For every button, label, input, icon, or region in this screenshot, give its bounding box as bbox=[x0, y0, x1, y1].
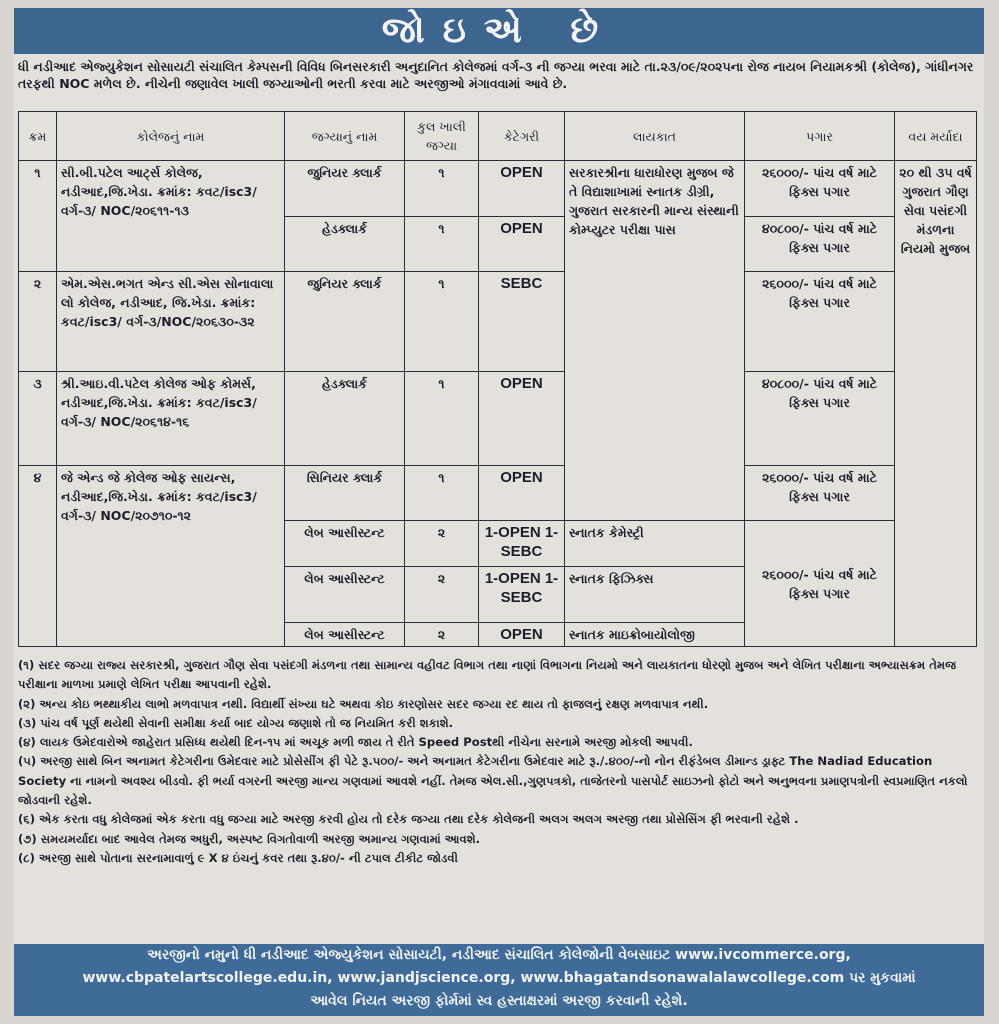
footer-line: www.cbpatelartscollege.edu.in, www.jandjscience.org, www.bhagatandsonawalalawcollege.com પર મુકવામાં bbox=[82, 970, 916, 986]
cell-category: OPEN bbox=[479, 372, 565, 466]
cell-category: SEBC bbox=[479, 272, 565, 372]
note-item: (૧) સદર જગ્યા રાજ્ય સરકારશ્રી, ગુજરાત ગૌણ સેવા પસંદગી મંડળના તથા સામાન્ય વહીવટ વિભાગ તથા નાણાં વિભાગના નિયમો અને લાયકાતના ધોરણો મુજબ અને લેખિત પરીક્ષાના અભ્યાસક્રમ તેમજ પરીક્ષાના માળખા પ્રમાણે લેખિત પરીક્ષા આપવાની રહેશે. bbox=[18, 658, 957, 692]
cell-post: જુનિયર ક્લાર્ક bbox=[285, 272, 405, 372]
cell-count: ૨ bbox=[405, 521, 479, 567]
cell-pay: ૪૦૮૦૦/- પાંચ વર્ષ માટે ફિક્સ પગાર bbox=[745, 217, 895, 272]
note-item: (૫) અરજી સાથે બિન અનામત કેટેગરીના ઉમેદવાર માટે પ્રોસેસીંગ ફી પેટે રૂ.૫૦૦/- અને અનામત કેટેગરીના ઉમેદવાર માટે રૂ./.૪૦૦/-નો નોન રીફંડેબલ ડીમાન્ડ ડ્રાફ્ટ The Nadiad Education Society ના નામનો અવશ્ય બીડવો. ફી ભર્યા વગરની અરજી માન્ય ગણવામાં આવશે નહીં. તેમજ એલ.સી.,ગુણપત્રકો, તાજેતરનો પાસપોર્ટ સાઇઝનો ફોટો અને અનુભવના પ્રમાણપત્રોની સ્વપ્રમાણિત નકલો જોડવાની રહેશે. bbox=[18, 754, 968, 808]
note-item: (૨) અન્ય કોઇ ભથ્થાકીય લાભો મળવાપાત્ર નથી. વિદ્યાર્થી સંખ્યા ઘટે અથવા કોઇ કારણોસર સદર જગ્યા રદ થાય તો ફાજલનું રક્ષણ મળવાપાત્ર નથી. bbox=[18, 696, 709, 711]
table-row bbox=[19, 372, 977, 466]
cell-college: એમ.એસ.ભગત એન્ડ સી.એસ સોનાવાલા લો કોલેજ, નડીઆદ, જિ.ખેડા. ક્રમાંક: કવટ/isc3/ વર્ગ-૩/NOC/૨૦૬૩૦-૩૨ bbox=[57, 272, 285, 372]
cell-post: લેબ આસીસ્ટન્ટ bbox=[285, 567, 405, 623]
cell-sr: ૨ bbox=[19, 272, 57, 372]
cell-age-limit: ૨૦ થી ૩૫ વર્ષ ગુજરાત ગૌણ સેવા પસંદગી મંડળના નિયમો મુજબ bbox=[895, 161, 977, 647]
footer-line: અરજીનો નમુનો ધી નડીઆદ એજ્યુકેશન સોસાયટી, નડીઆદ સંચાલિત કોલેજોની વેબસાઇટ www.ivcommerce.org, bbox=[147, 947, 851, 963]
cell-category: OPEN bbox=[479, 466, 565, 521]
footer-line: આવેલ નિયત અરજી ફોર્મમાં સ્વ હસ્તાક્ષરમાં અરજી કરવાની રહેશે. bbox=[310, 993, 688, 1009]
cell-post: જુનિયર ક્લાર્ક bbox=[285, 161, 405, 217]
header-pay: પગાર bbox=[745, 112, 895, 161]
cell-college: શ્રી.આઇ.વી.પટેલ કોલેજ ઓફ કોમર્સ, નડીઆદ,જિ.ખેડા. ક્રમાંક: કવટ/isc3/વર્ગ-૩/ NOC/૨૦૬૧૪-૧૬ bbox=[57, 372, 285, 466]
cell-count: ૧ bbox=[405, 272, 479, 372]
note-item: (૭) સમયમર્યાદા બાદ આવેલ તેમજ અધુરી, અસ્પષ્ટ વિગતોવાળી અરજી અમાન્ય ગણવામાં આવશે. bbox=[18, 831, 481, 846]
cell-pay: ૨૬૦૦૦/- પાંચ વર્ષ માટે ફિક્સ પગાર bbox=[745, 272, 895, 372]
note-item: (૮) અરજી સાથે પોતાના સરનામાવાળું ૯ X ૪ ઇંચનું કવર તથા રૂ.૪૦/- ની ટપાલ ટીકીટ જોડવી bbox=[18, 850, 458, 865]
note-item: (૪) લાયક ઉમેદવારોએ જાહેરાત પ્રસિધ્ધ થયેથી દિન-૧૫ માં અચૂક મળી જાય તે રીતે Speed Postથી નીચેના સરનામે અરજી મોકલી આપવી. bbox=[18, 735, 693, 750]
note-item: (૩) પાંચ વર્ષ પૂર્ણ થયેથી સેવાની સમીક્ષા કર્યા બાદ યોગ્ય જણાશે તો જ નિયમિત કરી શકાશે. bbox=[18, 715, 454, 730]
header-age: વય મર્યાદા bbox=[895, 112, 977, 161]
cell-sr: ૩ bbox=[19, 372, 57, 466]
cell-pay: ૨૬૦૦૦/- પાંચ વર્ષ માટે ફિક્સ પગાર bbox=[745, 161, 895, 217]
cell-category: OPEN bbox=[479, 623, 565, 647]
cell-college: જે એન્ડ જે કોલેજ ઓફ સાયન્સ, નડીઆદ,જિ.ખેડા. ક્રમાંક: કવટ/isc3/વર્ગ-૩/ NOC/૨૦૭૧૦-૧૨ bbox=[57, 466, 285, 647]
note-item: (૬) એક કરતા વધુ કોલેજમાં એક કરતા વધુ જગ્યા માટે અરજી કરવી હોય તો દરેક જગ્યા તથા દરેક કોલેજની અલગ અલગ અરજી તથા પ્રોસેસિંગ ફી ભરવાની રહેશે . bbox=[18, 812, 799, 827]
cell-qualification: સ્નાતક કેમેસ્ટ્રી bbox=[565, 521, 745, 567]
cell-count: ૨ bbox=[405, 623, 479, 647]
cell-count: ૧ bbox=[405, 217, 479, 272]
notes-section bbox=[18, 656, 980, 868]
footer-banner bbox=[14, 944, 984, 1016]
cell-sr: ૪ bbox=[19, 466, 57, 647]
cell-qualification: સ્નાતક માઇક્રોબાયોલોજી bbox=[565, 623, 745, 647]
cell-post: હેડક્લાર્ક bbox=[285, 372, 405, 466]
cell-category: OPEN bbox=[479, 217, 565, 272]
header-post: જગ્યાનું નામ bbox=[285, 112, 405, 161]
header-college: કોલેજનું નામ bbox=[57, 112, 285, 161]
advertisement-page bbox=[14, 8, 984, 1016]
cell-count: ૨ bbox=[405, 567, 479, 623]
page-title: જોઇએ છે bbox=[14, 8, 984, 54]
cell-post: લેબ આસીસ્ટન્ટ bbox=[285, 521, 405, 567]
cell-pay: ૪૦૮૦૦/- પાંચ વર્ષ માટે ફિક્સ પગાર bbox=[745, 372, 895, 466]
cell-pay: ૨૬૦૦૦/- પાંચ વર્ષ માટે ફિક્સ પગાર bbox=[745, 466, 895, 521]
header-vacancies: કુલ ખાલી જગ્યા bbox=[405, 112, 479, 161]
cell-post: હેડક્લાર્ક bbox=[285, 217, 405, 272]
header-category: કેટેગરી bbox=[479, 112, 565, 161]
header-sr: ક્રમ bbox=[19, 112, 57, 161]
table-row bbox=[19, 161, 977, 217]
cell-count: ૧ bbox=[405, 161, 479, 217]
cell-category: 1-OPEN 1-SEBC bbox=[479, 521, 565, 567]
intro-paragraph: ધી નડીઆદ એજ્યુકેશન સોસાયટી સંચાલિત કેમ્પસની વિવિધ બિનસરકારી અનુદાનિત કોલેજમાં વર્ગ-૩ ની જગ્યા ભરવા માટે તા.૨૩/૦૯/૨૦૨૫ના રોજ નાયબ નિયામકશ્રી (કોલેજ), ગાંધીનગર તરફથી NOC મળેલ છે. નીચેની જણાવેલ ખાલી જગ્યાઓની ભરતી કરવા માટે અરજીઓ મંગાવવામાં આવે છે. bbox=[18, 59, 974, 91]
cell-post: સિનિયર ક્લાર્ક bbox=[285, 466, 405, 521]
cell-post: લેબ આસીસ્ટન્ટ bbox=[285, 623, 405, 647]
cell-college: સી.બી.પટેલ આર્ટ્સ કોલેજ, નડીઆદ,જિ.ખેડા. ક્રમાંક: કવટ/isc3/વર્ગ-૩/ NOC/૨૦૬૧૧-૧૩ bbox=[57, 161, 285, 272]
table-header-row bbox=[19, 112, 977, 161]
cell-pay: ૨૬૦૦૦/- પાંચ વર્ષ માટે ફિક્સ પગાર bbox=[745, 521, 895, 647]
cell-category: OPEN bbox=[479, 161, 565, 217]
table-row bbox=[19, 272, 977, 372]
vacancy-table bbox=[18, 111, 977, 647]
cell-category: 1-OPEN 1-SEBC bbox=[479, 567, 565, 623]
cell-qualification: સ્નાતક ફિઝિક્સ bbox=[565, 567, 745, 623]
cell-count: ૧ bbox=[405, 372, 479, 466]
header-qualification: લાયકાત bbox=[565, 112, 745, 161]
cell-sr: ૧ bbox=[19, 161, 57, 272]
cell-count: ૧ bbox=[405, 466, 479, 521]
cell-qualification: સરકારશ્રીના ધારાધોરણ મુજબ જે તે વિદ્યાશાખામાં સ્નાતક ડીગ્રી, ગુજરાત સરકારની માન્ય સંસ્થાની કોમ્પ્યુટર પરીક્ષા પાસ bbox=[565, 161, 745, 521]
table-row bbox=[19, 466, 977, 521]
